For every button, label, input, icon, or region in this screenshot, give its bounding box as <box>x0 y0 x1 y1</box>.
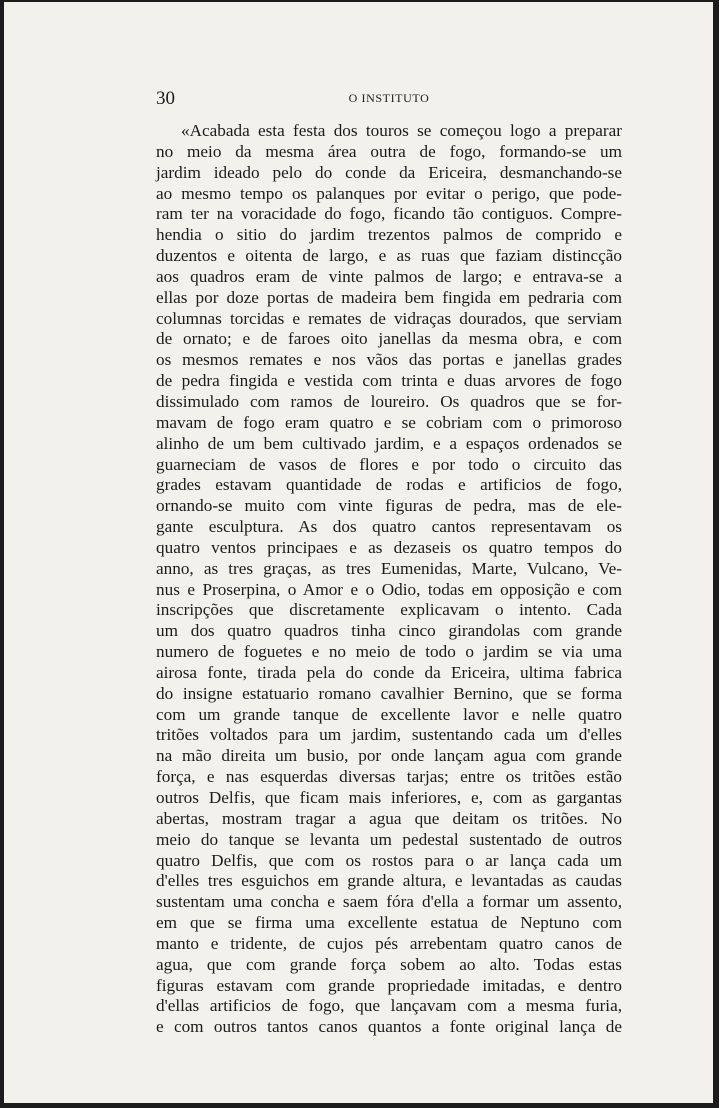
text-line: de ornato; e de faroes oito janellas da mesma obra, e com <box>156 329 622 349</box>
text-line: nus e Proserpina, o Amor e o Odio, todas em opposição e com <box>156 579 622 599</box>
text-line: força, e nas esquerdas diversas tarjas; entre os tritões estão <box>156 767 622 787</box>
text-line: ram ter na voracidade do fogo, ficando tão contiguos. Compre- <box>156 204 622 224</box>
text-line: guarneciam de vasos de flores e por todo o circuito das <box>156 454 622 474</box>
text-line: abertas, mostram tragar a agua que deitam os tritões. No <box>156 808 622 828</box>
text-line: inscripções que discretamente explicavam o intento. Cada <box>156 600 622 620</box>
text-line: e com outros tantos canos quantos a fonte original lança de <box>156 1017 622 1037</box>
text-line: d'elles tres esguichos em grande altura, e levantadas as caudas <box>156 871 622 891</box>
book-page <box>4 2 713 1103</box>
text-line: em que se firma uma excellente estatua de Neptuno com <box>156 913 622 933</box>
text-line: gante esculptura. As dos quatro cantos representavam os <box>156 517 622 537</box>
text-line: do insigne estatuario romano cavalhier Bernino, que se forma <box>156 683 622 703</box>
text-line: grades estavam quantidade de rodas e artificios de fogo, <box>156 475 622 495</box>
text-line: aos quadros eram de vinte palmos de largo; e entrava-se a <box>156 266 622 286</box>
text-line: ornando-se muito com vinte figuras de pedra, mas de ele- <box>156 496 622 516</box>
text-line: os mesmos remates e nos vãos das portas e janellas grades <box>156 350 622 370</box>
text-line: d'ellas artificios de fogo, que lançavam com a mesma furia, <box>156 996 622 1016</box>
text-line: ao mesmo tempo os palanques por evitar o perigo, que pode- <box>156 183 622 203</box>
text-line: de pedra fingida e vestida com trinta e duas arvores de fogo <box>156 371 622 391</box>
text-line: outros Delfis, que ficam mais inferiores, e, com as gargantas <box>156 788 622 807</box>
text-line: quatro Delfis, que com os rostos para o ar lança cada um <box>156 850 622 870</box>
text-line: jardim ideado pelo do conde da Ericeira, desmanchando-se <box>156 162 622 182</box>
text-line: no meio da mesma área outra de fogo, formando-se um <box>156 141 622 161</box>
text-line: hendia o sitio do jardim trezentos palmos de comprido e <box>156 225 622 245</box>
text-line: duzentos e oitenta de largo, e as ruas que faziam distincção <box>156 246 622 266</box>
text-line: airosa fonte, tirada pela do conde da Ericeira, ultima fabrica <box>156 662 622 682</box>
text-line: «Acabada esta festa dos touros se começou logo a preparar <box>181 121 622 140</box>
text-line: alinho de um bem cultivado jardim, e a espaços ordenados se <box>156 433 622 453</box>
text-line: numero de foguetes e no meio de todo o jardim se via uma <box>156 642 622 662</box>
text-line: com um grande tanque de excellente lavor e nelle quatro <box>156 704 622 724</box>
text-line: tritões voltados para um jardim, sustentando cada um d'elles <box>156 725 622 745</box>
text-line: quatro ventos principaes e as dezaseis os quatro tempos do <box>156 537 622 557</box>
text-line: um dos quatro quadros tinha cinco girandolas com grande <box>156 621 622 641</box>
running-title: O INSTITUTO <box>348 91 430 105</box>
text-line: sustentam uma concha e saem fóra d'ella a formar um assento, <box>156 892 622 912</box>
page-number: 30 <box>156 88 175 109</box>
text-line: manto e tridente, de cujos pés arrebentam quatro canos de <box>156 933 622 953</box>
text-line: dissimulado com ramos de loureiro. Os quadros que se for- <box>156 391 622 411</box>
text-line: na mão direita um busio, por onde lançam agua com grande <box>156 746 622 766</box>
text-line: agua, que com grande força sobem ao alto. Todas estas <box>156 954 622 974</box>
text-line: anno, as tres graças, as tres Eumenidas, Marte, Vulcano, Ve- <box>156 558 622 578</box>
text-line: columnas torcidas e remates de vidraças dourados, que serviam <box>156 308 622 328</box>
text-line: mavam de fogo eram quatro e se cobriam com o primoroso <box>156 412 622 432</box>
page-header <box>156 88 622 112</box>
text-line: figuras estavam com grande propriedade imitadas, e dentro <box>156 975 622 995</box>
text-line: meio do tanque se levanta um pedestal sustentado de outros <box>156 829 622 849</box>
text-line: ellas por doze portas de madeira bem fingida em pedraria com <box>156 287 622 307</box>
body-text <box>156 121 622 1038</box>
